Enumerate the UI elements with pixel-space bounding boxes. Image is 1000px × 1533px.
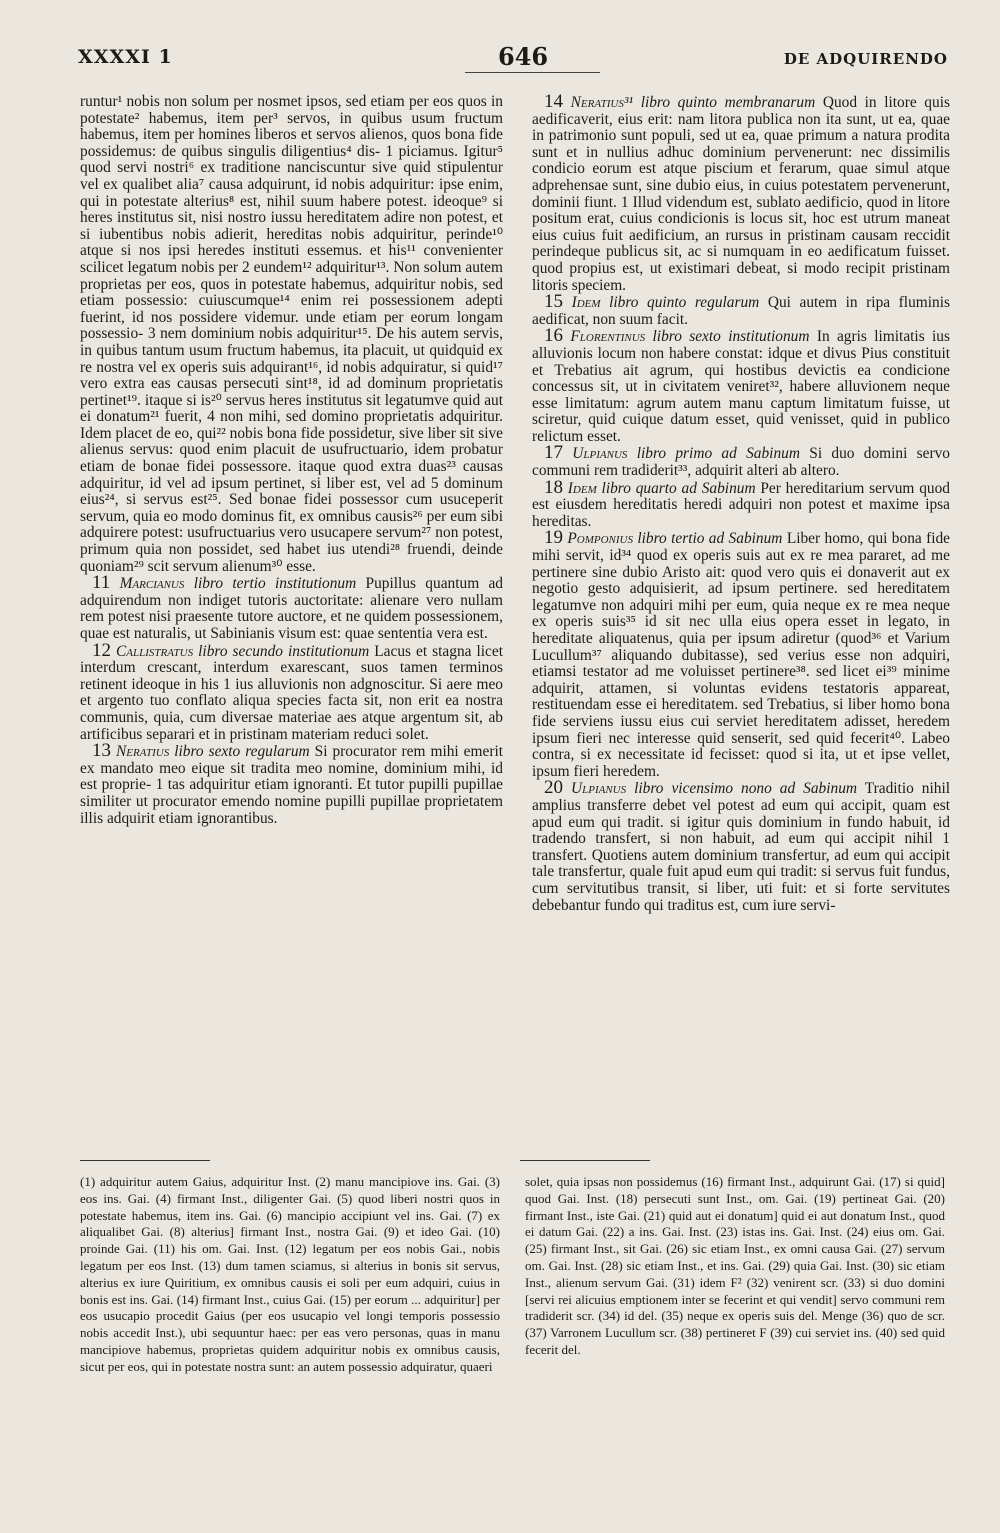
fragment-author: Neratius	[116, 743, 170, 761]
fragment-number: 16	[544, 325, 563, 347]
fragment-text: Si procurator rem mihi emerit ex mandato meo eique sit tradita meo nomine, dominium mihi, id est proprie- 1 tas adquiritur etiam ignoranti. Et tutor pupilli pupillae similiter ut procurator emendo nomine pupilli pupillae proprietatem illis adquirit etiam ignorantibus.	[80, 743, 503, 827]
fragment-author: Ulpianus	[571, 780, 627, 798]
fragment-source: libro quinto regularum	[609, 294, 760, 312]
running-title: DE ADQUIRENDO	[783, 50, 948, 68]
fragment-number: 11	[92, 572, 111, 594]
fragment-number: 17	[544, 442, 563, 464]
fragment-author: Callistratus	[116, 642, 194, 660]
fragment-10-continuation	[80, 94, 503, 575]
fragment-14	[532, 91, 950, 294]
fragment-number: 14	[544, 91, 563, 112]
fragment-author: Neratius³¹	[570, 94, 634, 111]
fragment-text: Si duo domini servo communi rem tradiderit³³, adquirit alteri ab altero.	[532, 445, 950, 480]
fragment-text: In agris limitatis ius alluvionis locum non habere constat: idque et divus Pius constituit et Trebatius ait agrum, qui hostibus devictis ea condicione concessus sit, ut in civitatem veniret³², habere alluvionem neque esse limitatum: agrum autem manu captum limitatum fuisse, ut sciretur, quid cuique datum esset, quid venisset, quid in publico relictum esset.	[532, 328, 950, 445]
fragment-author: Idem	[571, 294, 601, 312]
fragment-source: libro tertio institutionum	[193, 575, 357, 593]
fragment-number: 15	[544, 291, 563, 313]
footnote-rule-left	[80, 1160, 210, 1161]
fragment-source: libro primo ad Sabinum	[636, 445, 800, 463]
fragment-text: Lacus et stagna licet interdum crescant, interdum exarescant, suos tamen terminos retinent ideoque in his 1 ius alluvionis non adgnoscitur. Si aere meo et argento tuo conflato aliqua species facta sit, non erit ea nostra communis, quia, cum diversae materiae aes atque argentum sit, ab artificibus separari et in pristinam materiam reduci solet.	[80, 642, 503, 743]
fragment-number: 19	[544, 527, 563, 549]
fragment-source: libro quarto ad Sabinum	[601, 479, 756, 497]
page-header	[78, 42, 948, 72]
fragment-author: Ulpianus	[572, 445, 628, 463]
fragment-text: Liber homo, qui bona fide mihi servit, id³⁴ quod ex operis suis aut ex re mea pararet, ad me pertinere sine dubio Aristo ait: quod vero quis ei donaverit aut ex negotio gesto adquisierit, ad ipsum pertinere. sed hereditatem legatumve non adquiri mihi per eum, quia neque ex re mea neque ex operis suis³⁵ id sit nec ulla eius opera esset in legato, in hereditate aliquatenus, quia per ipsum adiretur (quod³⁶ et Varium Lucullum³⁷ aliquando dubitasse), sed verius esse non adquiri, etiamsi testator ad me voluisset pertinere³⁸. sed licet ei³⁹ minime adquirit, attamen, si voluntas evidens testatoris appareat, restituendam esse ei hereditatem. sed Trebatius, si liber homo bona fide serviens iussu eius cui serviet hereditatem adisset, heredem ipsum fieri nec interesse quid senserit, sed quid fecerit⁴⁰. Labeo contra, si ex necessitate id fecisset: quod si ita, ut et ipse vellet, ipsum fieri heredem.	[532, 530, 951, 780]
fragment-source: libro secundo institutionum	[198, 642, 370, 660]
footnotes-text: solet, quia ipsas non possidemus (16) firmant Inst., adquirunt Gai. (17) si quid] quod Gai. Inst. (18) persecuti sunt Inst., om. Gai. (19) pertineat Gai. (20) firmant Inst., iste Gai. (21) quid aut ei donatum] quid ei aut donatum Inst., quod ei datum Gai. (22) a ins. Gai. Inst. (23) istas ins. Gai. Inst. (24) eius om. Gai. (25) firmant Inst., sit Gai. (26) sic etiam Inst., ex omni causa Gai. (27) servum om. Gai. Inst. (28) sic etiam Inst., et ins. Gai. (29) quia Gai. Inst. (30) sic etiam Inst., alienum servum Gai. (31) idem F² (32) venirent scr. (33) si duo domini [servi rei alicuius emptionem inter se fecerint et qui vendit] servo communi rem tradiderit scr. (34) id del. (35) neque ex operis suis del. Menge (36) quo de scr. (37) Varronem Lucullum scr. (38) pertineret F (39) cui serviet ins. (40) sed quid fecerit del.	[525, 1174, 945, 1357]
fragment-text: Per hereditarium servum quod est eiusdem hereditatis heredi adquiri non potest et maxime ipsa hereditas.	[532, 479, 950, 530]
left-column	[80, 94, 503, 827]
fragment-source: libro quinto membranarum	[640, 94, 816, 111]
header-rule	[465, 72, 600, 73]
fragment-author: Pomponius	[567, 530, 633, 548]
right-column	[532, 91, 951, 914]
fragment-20	[532, 777, 950, 914]
fragment-11	[80, 572, 503, 642]
fragment-text: runtur¹ nobis non solum per nosmet ipsos, sed etiam per eos quos in potestate² habemus, item per³ servos, in quibus usum fructum habemus, item per homines liberos et servos alienos, quos bona fide possidemus: de quibus singulis diligentius⁴ dis- 1 piciamus. Igitur⁵ quod servi nostri⁶ ex traditione nanciscuntur sive quid stipulentur vel ex qualibet alia⁷ causa adquirunt, id nobis adquiritur: ipse enim, qui in potestate alterius⁸ est, nihil suum habere potest. ideoque⁹ si heres institutus sit, nisi nostro iussu hereditatem adire non potest, et si iubentibus nobis adierit, hereditas nobis adquiritur, perinde¹⁰ atque si nos ipsi heredes instituti essemus. et his¹¹ convenienter scilicet legatum nobis per 2 eundem¹² adquiritur¹³. Non solum autem proprietas per eos, quos in potestate habemus, adquiritur nobis, sed etiam possessio: cuiuscumque¹⁴ enim rei possessionem adepti fuerint, id nos possidere videmur. unde etiam per eorum longam possessio- 3 nem dominium nobis adquiritur¹⁵. De his autem servis, in quibus tantum usum fructum habemus, ita placuit, ut quidquid ex re nostra vel ex operis suis adquirant¹⁶, id nobis adquiratur, si quid¹⁷ vero extra eas causas persecuti sint¹⁸, id ad dominum proprietatis pertinet¹⁹. itaque si is²⁰ servus heres institutus sit legatumve quid aut ei donatum²¹ fuerit, 4 non mihi, sed domino proprietatis adquiritur. Idem placet de eo, qui²² nobis bona fide possidetur, sive liber sit sive alienus servus: quod enim placuit de usufructuario, idem probatur etiam de bonae fidei possessore. itaque quod extra duas²³ causas adquiritur, id vel ad ipsum pertinet, si liber est, vel ad 5 dominum eius²⁴, si servus est²⁵. Sed bonae fidei possessor cum usuceperit servum, quia eo modo dominus fit, ex omnibus causis²⁶ per eum sibi adquirere potest: usufructuarius vero usucapere servum²⁷ non potest, primum quia non possidet, sed habet ius utendi²⁸ fruendi, deinde quoniam²⁹ scit servum alienum³⁰ esse.	[80, 93, 503, 575]
fragment-source: libro tertio ad Sabinum	[637, 530, 783, 548]
fragment-12	[80, 639, 503, 744]
footnotes-left	[80, 1174, 500, 1376]
fragment-text: Qui autem in ripa fluminis aedificat, non suum facit.	[532, 294, 950, 328]
fragment-number: 12	[92, 639, 111, 661]
fragment-text: Quod in litore quis aedificaverit, eius erit: nam litora publica non ita sunt, ut ea, quae in patrimonio sunt populi, sed ut ea, quae primum a natura prodita sunt et in nullius adhuc dominium pervenerunt: nec dissimilis condicio eorum est atque piscium et ferarum, quae simul atque adprehensae sunt, sine dubio eius, in cuius potestatem pervenerunt, dominii fiunt. 1 Illud videndum est, sublato aedificio, quod in litore positum erat, cuius condicionis is locus sit, hoc est utrum maneat eius cuius fuit aedificium, an rursus in pristinam causam reccidit perindeque publicus sit, ac si numquam in eo aedificatum fuisset. quod propius est, ut existimari debeat, si modo recipit pristinam litoris speciem.	[532, 94, 950, 294]
fragment-source: libro vicensimo nono ad Sabinum	[634, 780, 858, 798]
page-number: 646	[498, 42, 549, 71]
footnotes-right	[525, 1174, 945, 1359]
fragment-15	[532, 291, 950, 328]
fragment-author: Marcianus	[119, 575, 185, 593]
fragment-number: 13	[92, 740, 111, 762]
fragment-number: 18	[544, 476, 563, 498]
fragment-13	[80, 740, 503, 827]
fragment-text: Pupillus quantum ad adquirendum non indiget tutoris auctoritate: alienare vero nullam rem potest nisi praesente tutore auctore, et ne quidem possessionem, quae est naturalis, ut Sabinianis visum est: quae sententia vera est.	[80, 575, 503, 642]
footnotes-text: (1) adquiritur autem Gaius, adquiritur Inst. (2) manu mancipiove ins. Gai. (3) eos ins. Gai. (4) firmant Inst., diligenter Gai. (5) quod liberi nostri quos in potestate habemus, item ins. Gai. (6) mancipio accipiunt vel ins. Gai. (7) ex aliqualibet Gai. (8) alterius] firmant Inst., nostra Gai. (9) et ideo Gai. (10) proinde Gai. (11) his om. Gai. Inst. (12) legatum per eos nobis Gai., nobis legatum per eos Inst. (13) dum tamen sciamus, si alterius in bonis sit servus, alterius ex iure Quiritium, ex omnibus causis ei soli per eum adquiri, cuius in bonis est ins. Gai. (14) firmant Inst., cuius Gai. (15) per eorum ... adquiritur] per eos usucapio procedit Gaius (per eos usucapio vel longi temporis possessio nobis accedit Inst.), ubi sequuntur haec: per eas vero personas, quas in manu mancipiove habemus, proprietas quidem adquiritur nobis ex omnibus causis, sicut per eos, qui in potestate nostra sunt: an autem possessio adquiratur, quaeri	[80, 1174, 500, 1374]
footnote-rule-right	[520, 1160, 650, 1161]
fragment-19	[532, 527, 951, 780]
fragment-16	[532, 325, 950, 445]
fragment-17	[532, 442, 950, 480]
title-code: XXXXI 1	[78, 46, 173, 68]
fragment-author: Idem	[567, 479, 597, 497]
fragment-number: 20	[544, 777, 563, 799]
fragment-source: libro sexto institutionum	[652, 328, 810, 346]
fragment-text: Traditio nihil amplius transferre debet vel potest ad eum qui accipit, quam est apud eum qui tradit. si igitur quis dominium in fundo habuit, id tradendo transfert, si non habuit, ad eum qui accipit nihil 1 transfert. Quotiens autem dominium transfertur, ad eum qui accipit tale transfertur, quale fuit apud eum qui tradit: si servus fuit fundus, cum servitutibus transit, si liber, uti fuit: et si forte servitutes debebantur fundo qui traditus est, cum iure servi-	[532, 780, 950, 914]
fragment-source: libro sexto regularum	[174, 743, 310, 761]
fragment-author: Florentinus	[570, 328, 646, 346]
fragment-18	[532, 476, 950, 531]
